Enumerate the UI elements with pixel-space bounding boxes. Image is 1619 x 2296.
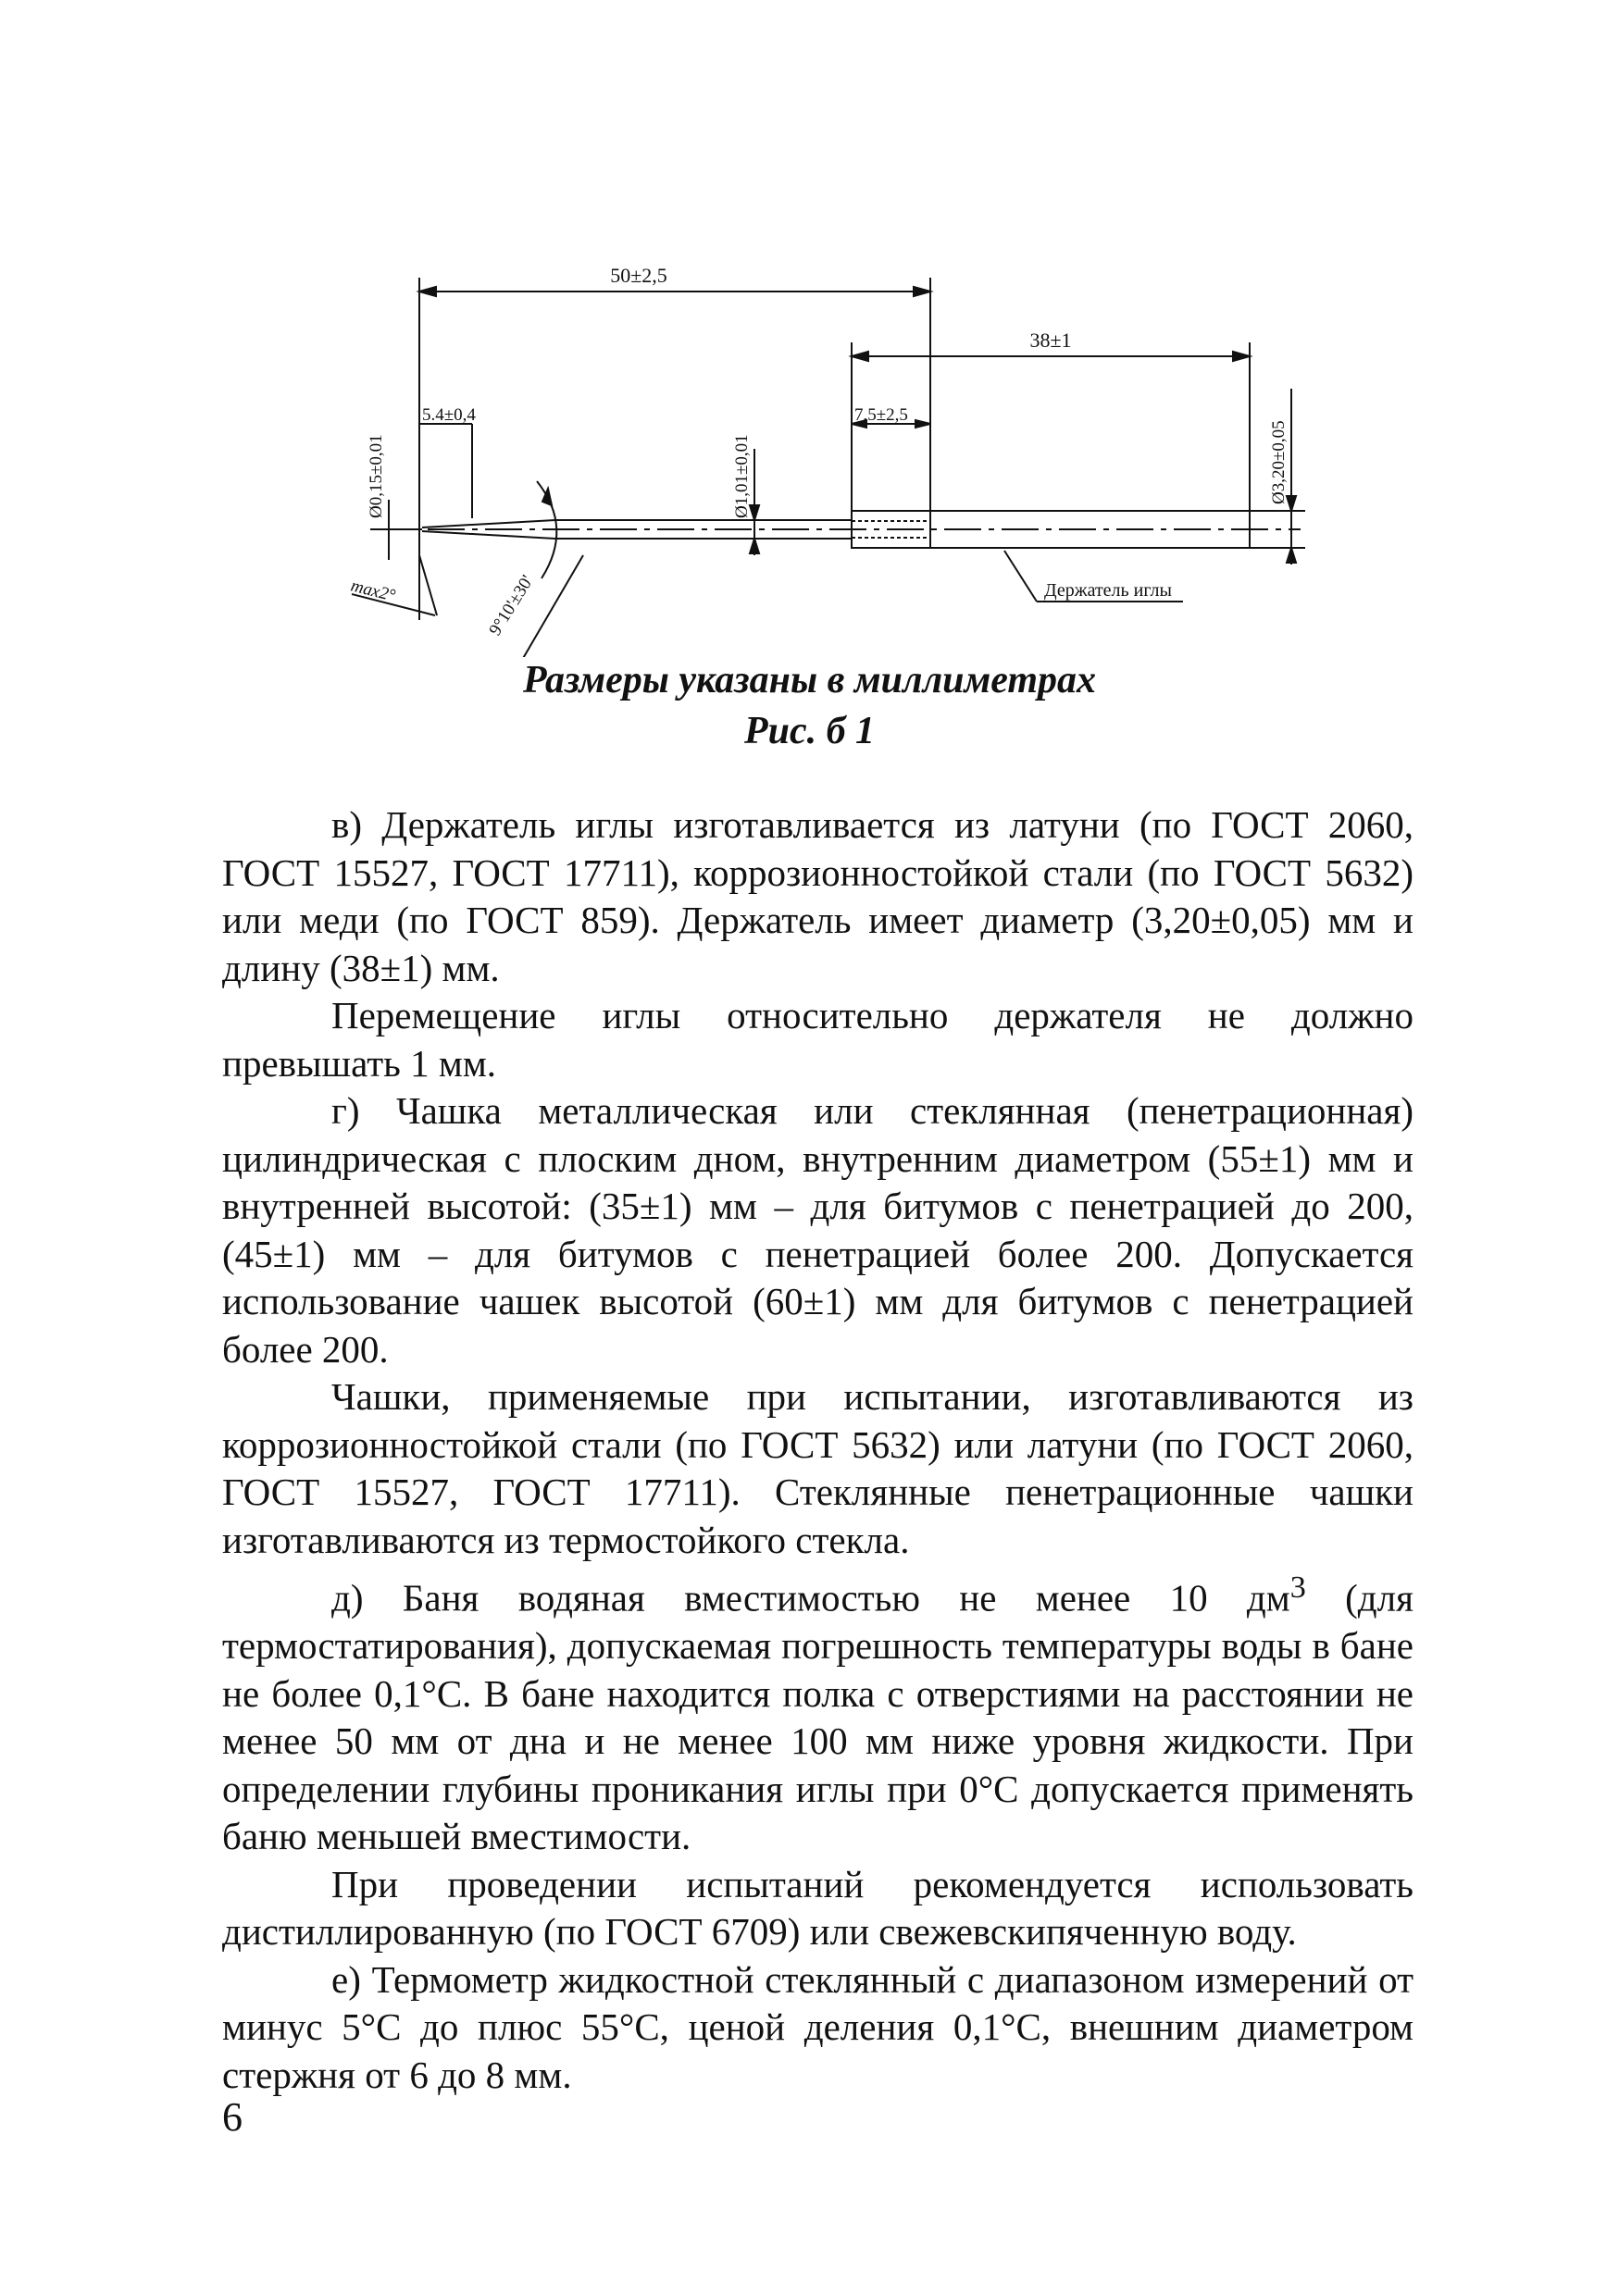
paragraph: е) Термометр жидкостной стеклянный с диапазоном измерений от минус 5°С до плюс 55°С, ценой деления 0,1°С, внешним диаметром стержня от 6 до 8 мм.: [222, 1957, 1414, 2096]
paragraph-text: (для термостатирования), допускаемая погрешность температуры воды в бане не более 0,1°С. В бане находится полка с отверстиями на расстоянии не менее 50 мм от дна и не менее 100 мм ниже уровня жидкости. При определении глубины проникания иглы при 0°С допускается применять баню меньшей вместимости.: [222, 1576, 1414, 1858]
body-text: [222, 801, 1414, 2099]
dim-needle-diameter: Ø1,01±0,01: [732, 434, 752, 518]
holder-label: Держатель иглы: [1044, 580, 1172, 601]
paragraph: в) Держатель иглы изготавливается из латуни (по ГОСТ 2060, ГОСТ 15527, ГОСТ 17711), коррозионностойкой стали (по ГОСТ 5632) или меди (по ГОСТ 859). Держатель имеет диаметр (3,20±0,05) мм и длину (38±1) мм.: [222, 803, 1414, 989]
paragraph: [222, 1564, 1414, 1861]
dim-holder-diameter: Ø3,20±0,05: [1269, 420, 1289, 504]
paragraph: Перемещение иглы относительно держателя не должно превышать 1 мм.: [222, 994, 1414, 1085]
superscript: 3: [1289, 1570, 1306, 1605]
figure-caption-units: Размеры указаны в миллиметрах: [522, 659, 1097, 701]
needle-drawing: [333, 250, 1333, 657]
dim-total-length: 50±2,5: [610, 264, 667, 287]
dim-holder-length: 38±1: [1029, 329, 1072, 352]
dim-insert-length: 7,5±2,5: [854, 405, 908, 425]
dim-tip-length: 5.4±0,4: [422, 405, 476, 425]
paragraph-text: д) Баня водяная вместимостью не менее 10 дм: [331, 1576, 1290, 1620]
dim-max-angle: max2°: [348, 576, 398, 606]
paragraph: Чашки, применяемые при испытании, изготавливаются из коррозионностойкой стали (по ГОСТ 5632) или латуни (по ГОСТ 2060, ГОСТ 15527, ГОСТ 17711). Стеклянные пенетрационные чашки изготавливаются из термостойкого стекла.: [222, 1375, 1414, 1561]
paragraph: При проведении испытаний рекомендуется использовать дистиллированную (по ГОСТ 6709) или свежевскипяченную воду.: [222, 1862, 1414, 1954]
page-number: 6: [222, 2094, 243, 2140]
dim-tip-diameter: Ø0,15±0,01: [367, 434, 386, 518]
figure-caption-number: Рис. б 1: [743, 710, 876, 752]
dim-cone-angle: 9°10'±30': [485, 572, 538, 639]
paragraph: г) Чашка металлическая или стеклянная (пенетрационная) цилиндрическая с плоским дном, внутренним диаметром (55±1) мм и внутренней высотой: (35±1) мм – для битумов с пенетрацией до 200, (45±1) мм – для битумов с пенетрацией более 200. Допускается использование чашек высотой (60±1) мм для битумов с пенетрацией более 200.: [222, 1089, 1414, 1371]
